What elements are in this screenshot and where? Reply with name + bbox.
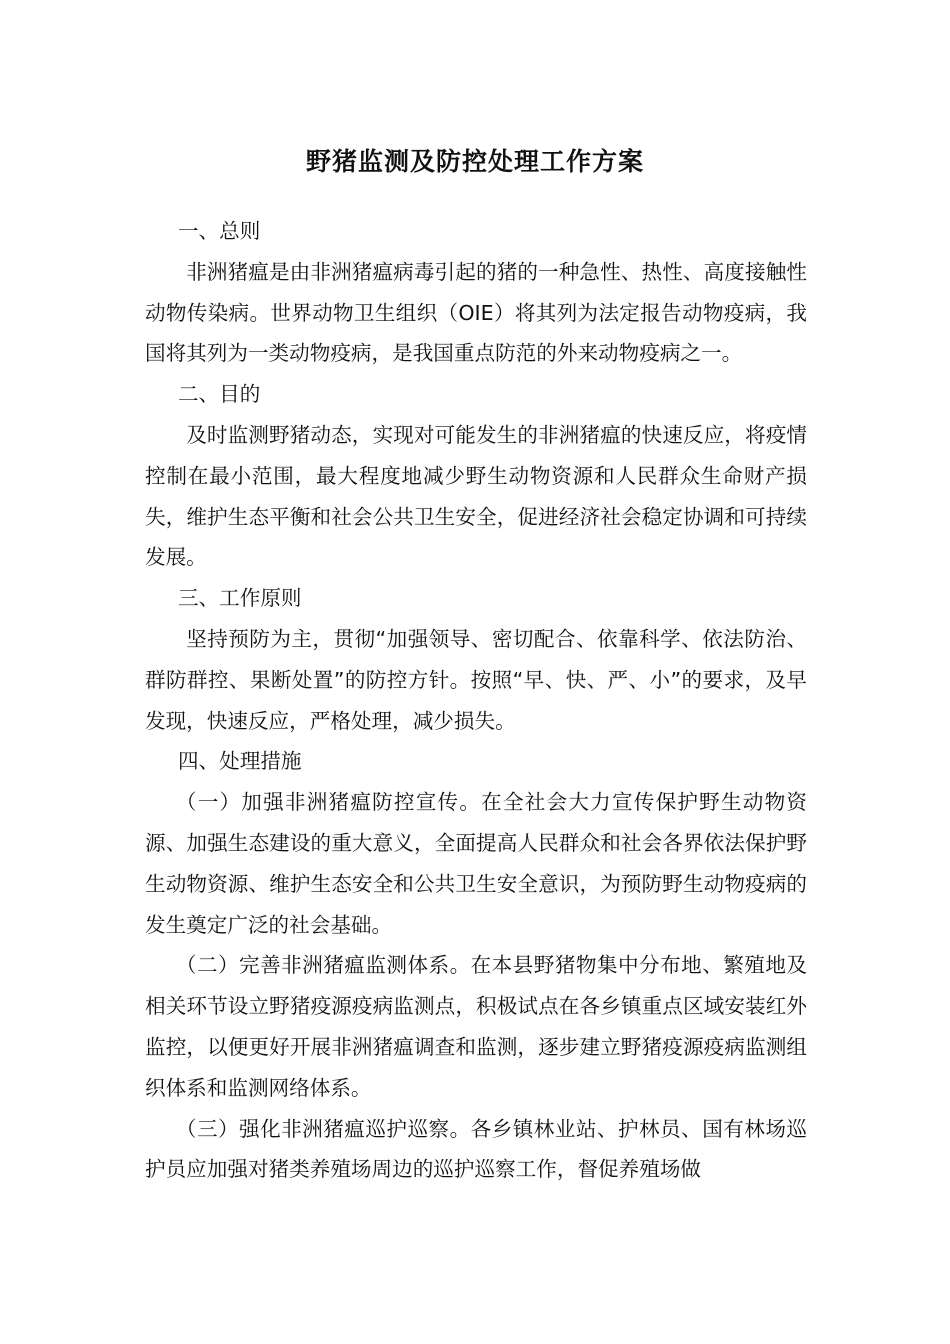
paragraph-measure-3: （三）强化非洲猪瘟巡护巡察。各乡镇林业站、护林员、国有林场巡护员应加强对猪类养殖场周边的巡护巡察工作，督促养殖场做 [145,1116,807,1182]
paragraph-principles: 坚持预防为主，贯彻“加强领导、密切配合、依靠科学、依法防治、群防群控、果断处置”的防控方针。按照“早、快、严、小”的要求，及早发现，快速反应，严格处理，减少损失。 [145,626,807,733]
paragraph-measure-2: （二）完善非洲猪瘟监测体系。在本县野猪物集中分布地、繁殖地及相关环节设立野猪疫源疫病监测点，积极试点在各乡镇重点区域安装红外监控，以便更好开展非洲猪瘟调查和监测，逐步建立野猪疫源疫病监测组织体系和监测网络体系。 [145,953,807,1100]
section-heading-purpose: 二、目的 [177,382,261,407]
paragraph-purpose: 及时监测野猪动态，实现对可能发生的非洲猪瘟的快速反应，将疫情控制在最小范围，最大程度地减少野生动物资源和人民群众生命财产损失，维护生态平衡和社会公共卫生安全，促进经济社会稳定协调和可持续发展。 [145,422,807,570]
section-heading-measures: 四、处理措施 [177,749,302,774]
document-body [145,211,807,1190]
document-title: 野猪监测及防控处理工作方案 [305,147,644,176]
paragraph-general: 非洲猪瘟是由非洲猪瘟病毒引起的猪的一种急性、热性、高度接触性动物传染病。世界动物卫生组织（OIE）将其列为法定报告动物疫病，我国将其列为一类动物疫病，是我国重点防范的外来动物疫病之一。 [145,259,807,366]
paragraph-measure-1: （一）加强非洲猪瘟防控宣传。在全社会大力宣传保护野生动物资源、加强生态建设的重大意义，全面提高人民群众和社会各界依法保护野生动物资源、维护生态安全和公共卫生安全意识，为预防野生动物疫病的发生奠定广泛的社会基础。 [145,790,807,937]
section-heading-principles: 三、工作原则 [177,586,302,611]
section-heading-general: 一、总则 [177,219,261,243]
